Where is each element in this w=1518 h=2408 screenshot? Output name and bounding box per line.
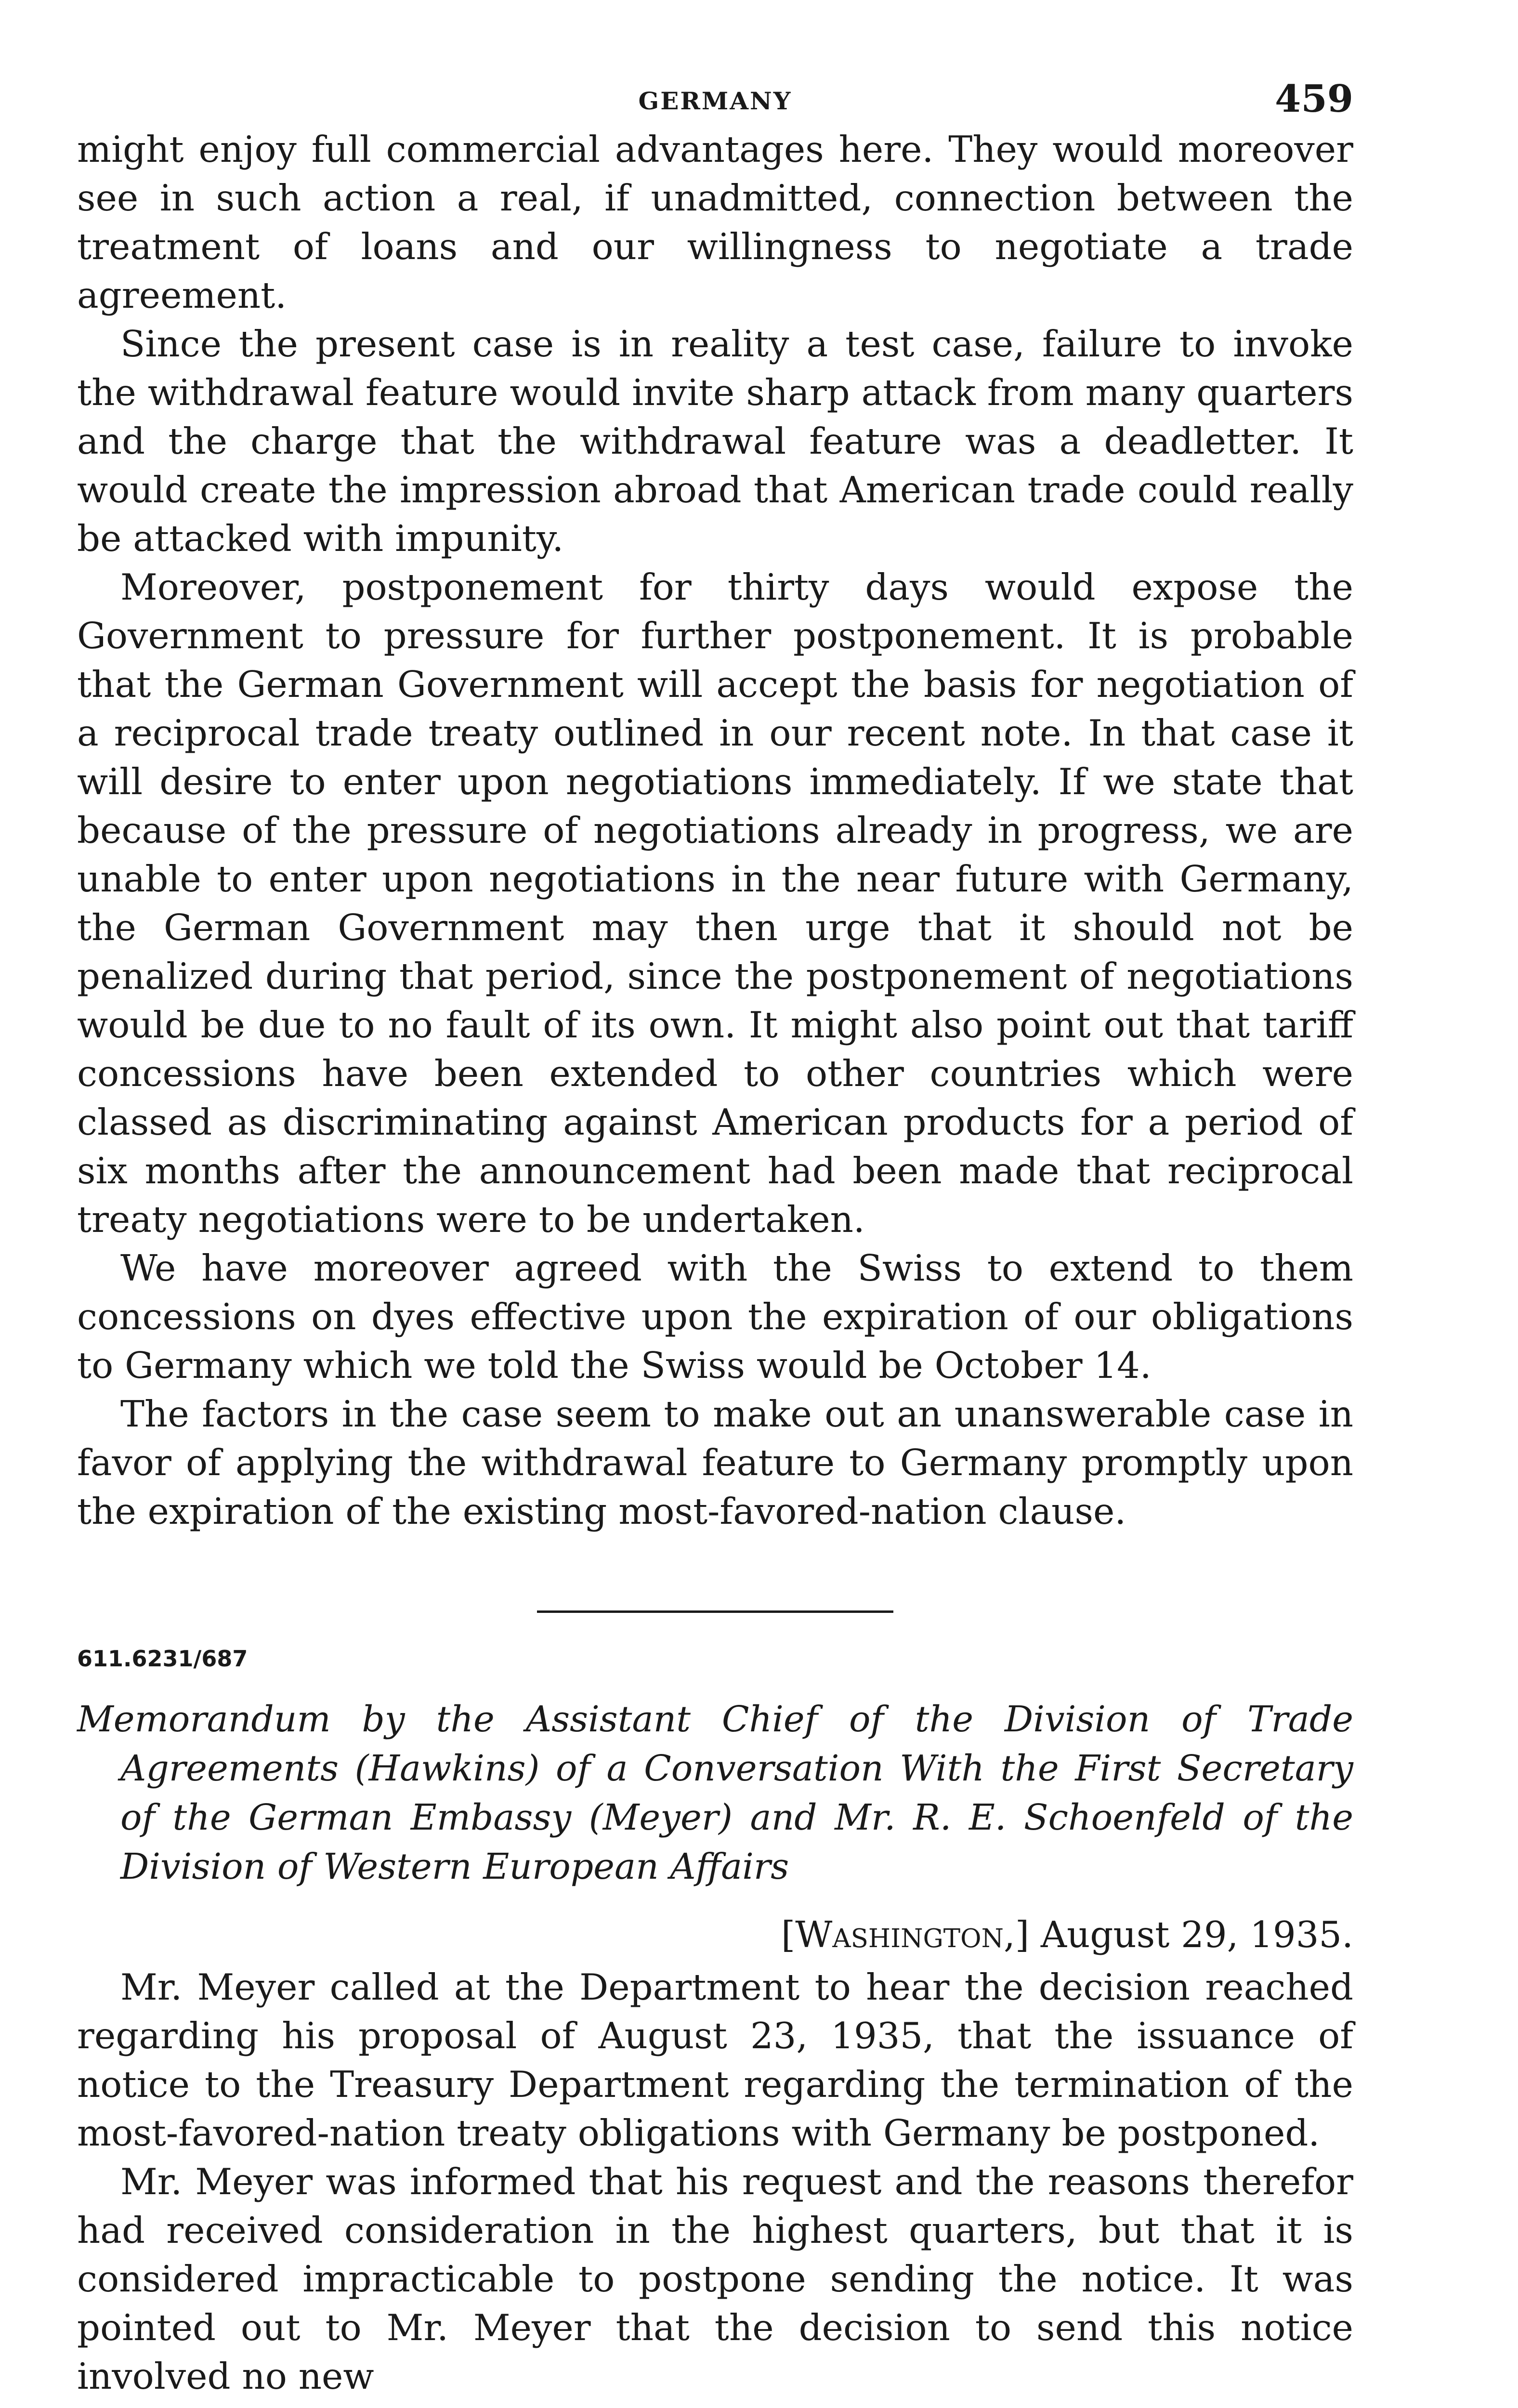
dateline-place: [Washington,] [781, 1913, 1030, 1956]
page-number: 459 [1275, 77, 1353, 121]
paragraph-postponement: Moreover, postponement for thirty days would expose the Government to pressure for further postponement. It is probable that the German Government will accept the basis for negotiation of a reciprocal trade treaty outlined in our recent note. In that case it will desire to enter upon negotiations immediately. If we state that because of the pressure of negotiations already in progress, we are unable to enter upon negotiations in the near future with Germany, the German Government may then urge that it should not be penalized during that period, since the postponement of negotiations would be due to no fault of its own. It might also point out that tariff concessions have been extended to other countries which were classed as discriminating against American products for a period of six months after the announcement had been made that reciprocal treaty negotiations were to be undertaken. [77, 566, 1353, 1241]
running-title: GERMANY [638, 87, 792, 115]
paragraph-meyer-informed: Mr. Meyer was informed that his request and the reasons therefor had received consideration in the highest quarters, but that it is considered impracticable to postpone sending the notice. It was pointed out to Mr. Meyer that the decision to send this notice involved no new [77, 2160, 1353, 2397]
section-divider [537, 1610, 893, 1613]
paragraph-meyer-called: Mr. Meyer called at the Department to hear the decision reached regarding his proposal of August 23, 1935, that the issuance of notice to the Treasury Department regarding the termination of the most-favored-nation treaty obligations with Germany be postponed. [77, 1966, 1353, 2154]
paragraph-swiss-agreement: We have moreover agreed with the Swiss to extend to them concessions on dyes effective upon the expiration of our obligations to Germany which we told the Swiss would be October 14. [77, 1247, 1353, 1387]
dateline-date: August 29, 1935. [1040, 1913, 1353, 1956]
paragraph-continued: might enjoy full commercial advantages here. They would moreover see in such action a real, if unadmitted, connection between the treatment of loans and our willingness to negotiate a trade agreement. [77, 128, 1353, 316]
paragraph-test-case: Since the present case is in reality a test case, failure to invoke the withdrawal feature would invite sharp attack from many quarters and the charge that the withdrawal feature was a deadletter. It would create the impression abroad that American trade could really be attacked with impunity. [77, 323, 1353, 560]
running-head [77, 72, 1353, 125]
document-page [77, 72, 1353, 2408]
dateline [77, 1911, 1353, 1959]
document-heading: Memorandum by the Assistant Chief of the Division of Trade Agreements (Hawkins) of a Conversation With the First Secretary of the German Embassy (Meyer) and Mr. R. E. Schoenfeld of the Division of Western European Affairs [77, 1699, 1353, 1887]
file-number: 611.6231/687 [77, 1646, 248, 1672]
paragraph-conclusion: The factors in the case seem to make out an unanswerable case in favor of applying the withdrawal feature to Germany promptly upon the expiration of the existing most-favored-nation clause. [77, 1393, 1353, 1532]
